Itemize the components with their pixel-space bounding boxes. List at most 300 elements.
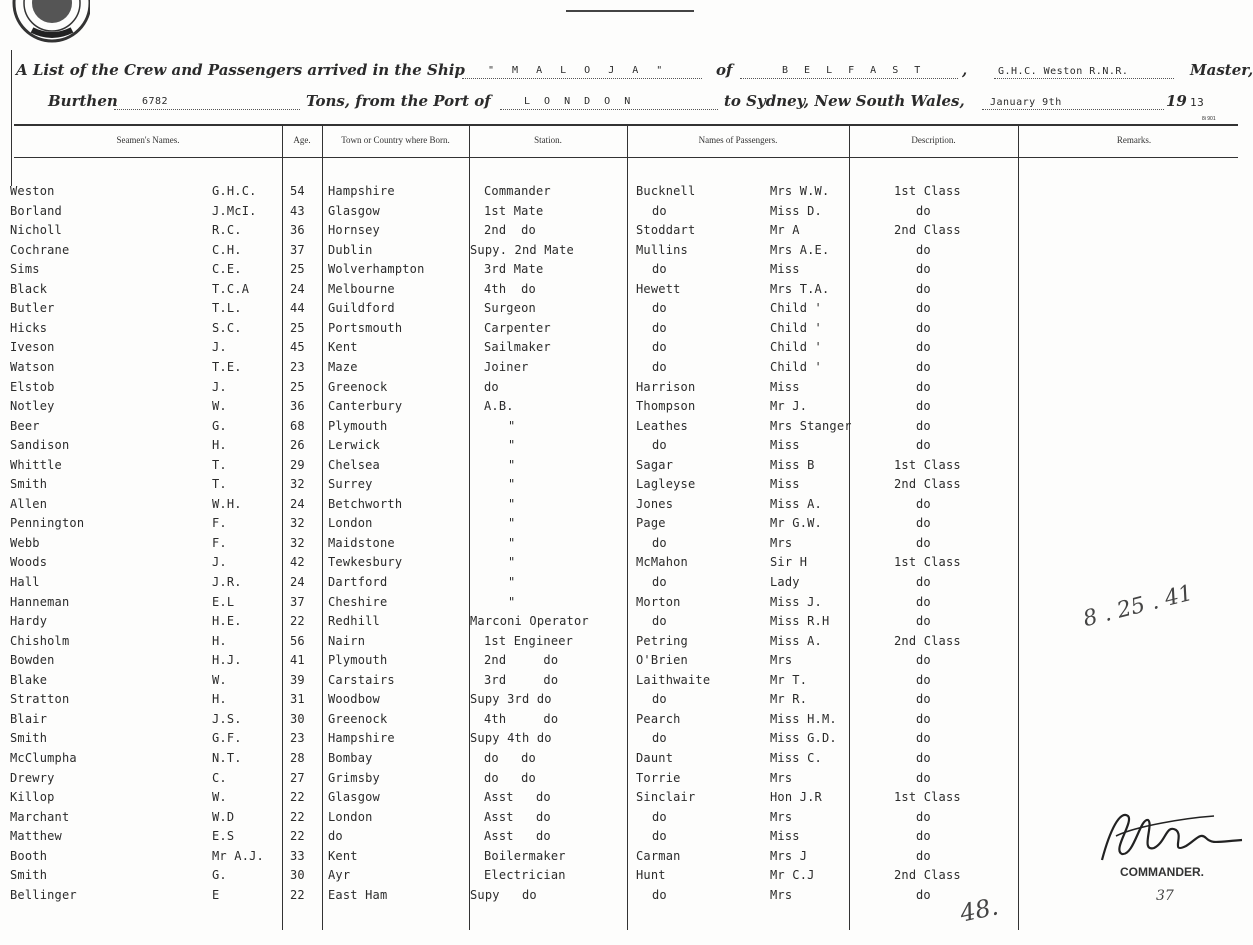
seaman-station: 2nd do (484, 653, 559, 668)
table-row (0, 301, 1253, 319)
date-fill-line (982, 109, 1164, 110)
seaman-initials: T. (212, 477, 227, 492)
seaman-age: 30 (290, 868, 305, 883)
table-top-rule (14, 124, 1238, 126)
passenger-surname: Sinclair (636, 790, 696, 805)
seaman-surname: Stratton (10, 692, 70, 707)
master-name: G.H.C. Weston R.N.R. (998, 66, 1129, 77)
seaman-station: Asst do (484, 829, 551, 844)
seaman-initials: T.E. (212, 359, 242, 374)
seaman-initials: J. (212, 379, 227, 394)
passenger-class: do (916, 653, 931, 668)
passenger-name: Child ' (770, 320, 822, 335)
passenger-name: Child ' (770, 359, 822, 374)
table-row (0, 536, 1253, 554)
passenger-surname: Bucknell (636, 184, 696, 198)
seaman-birthplace: do (328, 829, 343, 844)
to-label: to Sydney, New South Wales, (724, 92, 965, 110)
seaman-initials: W. (212, 399, 227, 414)
passenger-name: Miss J. (770, 594, 822, 609)
col-header-seamen: Seamen's Names. (116, 135, 180, 145)
top-rule (566, 10, 694, 12)
passenger-class: 2nd Class (894, 477, 961, 492)
passenger-name: Sir H (770, 555, 808, 570)
seaman-surname: Sims (10, 262, 40, 277)
seaman-surname: Cochrane (10, 242, 70, 257)
seaman-initials: G. (212, 418, 227, 433)
seaman-initials: G. (212, 868, 227, 883)
seaman-birthplace: Tewkesbury (328, 555, 403, 570)
table-row (0, 712, 1253, 730)
seaman-birthplace: Plymouth (328, 653, 388, 668)
passenger-class: do (916, 203, 931, 218)
passenger-surname: Daunt (636, 750, 674, 765)
passenger-surname: Petring (636, 633, 688, 648)
passenger-surname: Harrison (636, 379, 696, 394)
seaman-age: 22 (290, 809, 305, 824)
seaman-surname: Hicks (10, 320, 48, 335)
seaman-initials: G.H.C. (212, 184, 257, 198)
seaman-station: Supy 3rd do (470, 692, 552, 707)
passenger-class: do (916, 496, 931, 511)
seaman-age: 36 (290, 399, 305, 414)
seaman-birthplace: Glasgow (328, 203, 380, 218)
seaman-birthplace: Wolverhampton (328, 262, 425, 277)
passenger-surname: do (652, 438, 667, 453)
seaman-station: do (484, 379, 499, 394)
seaman-age: 28 (290, 750, 305, 765)
passenger-name: Miss B (770, 457, 815, 472)
passenger-class: do (916, 262, 931, 277)
seaman-station: Commander (484, 184, 551, 198)
seaman-birthplace: East Ham (328, 887, 388, 902)
table-row (0, 321, 1253, 339)
seaman-initials: H.J. (212, 653, 242, 668)
of-label: of (716, 61, 733, 79)
table-row (0, 399, 1253, 417)
seaman-age: 29 (290, 457, 305, 472)
passenger-name: Miss (770, 379, 800, 394)
seaman-birthplace: Plymouth (328, 418, 388, 433)
port-of-registry: B E L F A S T (782, 65, 926, 76)
seaman-initials: J.McI. (212, 203, 257, 218)
seaman-age: 37 (290, 594, 305, 609)
seaman-age: 39 (290, 672, 305, 687)
seaman-age: 24 (290, 496, 305, 511)
passenger-surname: do (652, 614, 667, 629)
seaman-initials: C.E. (212, 262, 242, 277)
passenger-surname: Carman (636, 848, 681, 863)
seaman-initials: T.C.A (212, 281, 250, 296)
seaman-surname: Blake (10, 672, 48, 687)
seaman-surname: Sandison (10, 438, 70, 453)
seaman-initials: J.R. (212, 575, 242, 589)
passenger-class: 1st Class (894, 790, 961, 805)
col-header-born: Town or Country where Born. (341, 135, 450, 145)
table-row (0, 282, 1253, 300)
seaman-age: 22 (290, 887, 305, 902)
seaman-age: 24 (290, 575, 305, 589)
seaman-initials: R.C. (212, 223, 242, 238)
seaman-station: Asst do (484, 809, 551, 824)
seaman-initials: W. (212, 672, 227, 687)
seaman-birthplace: London (328, 809, 373, 824)
seaman-initials: E (212, 887, 220, 902)
seaman-initials: W.D (212, 809, 235, 824)
left-edge-line (11, 50, 12, 186)
passenger-name: Mrs (770, 770, 793, 785)
seaman-surname: Watson (10, 359, 55, 374)
seaman-birthplace: Melbourne (328, 281, 395, 296)
passenger-surname: do (652, 809, 667, 824)
table-row (0, 868, 1253, 886)
passenger-name: Miss R.H (770, 614, 830, 629)
seaman-initials: Mr A.J. (212, 848, 264, 863)
passenger-surname: Morton (636, 594, 681, 609)
passenger-name: Mr R. (770, 692, 808, 707)
seaman-birthplace: Dartford (328, 575, 388, 589)
seaman-initials: F. (212, 516, 227, 531)
seaman-birthplace: Maidstone (328, 535, 395, 550)
passenger-surname: Hewett (636, 281, 681, 296)
seaman-birthplace: Guildford (328, 301, 395, 316)
col-header-age: Age. (293, 135, 311, 145)
seaman-age: 24 (290, 281, 305, 296)
passenger-class: do (916, 829, 931, 844)
passenger-class: 2nd Class (894, 633, 961, 648)
tons-fill-line (114, 109, 300, 110)
seaman-station: Supy do (470, 887, 537, 902)
ship-name: " M A L O J A " (488, 65, 669, 76)
passenger-class: 1st Class (894, 457, 961, 472)
seaman-age: 27 (290, 770, 305, 785)
passenger-name: Mr T. (770, 672, 808, 687)
table-row (0, 849, 1253, 867)
passenger-surname: do (652, 320, 667, 335)
seaman-surname: Smith (10, 868, 48, 883)
passenger-surname: do (652, 575, 667, 589)
passenger-name: Mrs T.A. (770, 281, 830, 296)
seaman-initials: H. (212, 692, 227, 707)
seaman-surname: Hardy (10, 614, 48, 629)
seaman-age: 22 (290, 614, 305, 629)
seaman-surname: Black (10, 281, 48, 296)
passenger-surname: do (652, 829, 667, 844)
seaman-surname: Notley (10, 399, 55, 414)
table-row (0, 653, 1253, 671)
seaman-surname: Hanneman (10, 594, 70, 609)
passenger-name: Miss C. (770, 750, 822, 765)
seaman-age: 25 (290, 262, 305, 277)
seaman-initials: C.H. (212, 242, 242, 257)
seaman-surname: Webb (10, 535, 40, 550)
seaman-birthplace: Canterbury (328, 399, 403, 414)
seaman-birthplace: Ayr (328, 868, 351, 883)
table-row (0, 204, 1253, 222)
passenger-name: Miss G.D. (770, 731, 837, 746)
seaman-age: 56 (290, 633, 305, 648)
passenger-class: do (916, 340, 931, 355)
seaman-station: 4th do (484, 711, 559, 726)
seaman-surname: Borland (10, 203, 62, 218)
seaman-station: Sailmaker (484, 340, 551, 355)
seaman-age: 43 (290, 203, 305, 218)
seaman-surname: Woods (10, 555, 48, 570)
passenger-class: do (916, 281, 931, 296)
ship-fill-line (462, 78, 702, 79)
seaman-age: 25 (290, 320, 305, 335)
table-row (0, 360, 1253, 378)
seaman-station: " (508, 555, 516, 570)
seaman-station: " (508, 477, 516, 492)
seaman-surname: Nicholl (10, 223, 62, 238)
table-row (0, 380, 1253, 398)
seaman-station: " (508, 575, 516, 589)
seaman-initials: W. (212, 790, 227, 805)
table-row (0, 614, 1253, 632)
table-row (0, 810, 1253, 828)
seaman-station: " (508, 457, 516, 472)
table-row (0, 419, 1253, 437)
passenger-class: do (916, 438, 931, 453)
passenger-surname: do (652, 731, 667, 746)
col-header-station: Station. (534, 135, 562, 145)
seaman-surname: Beer (10, 418, 40, 433)
passenger-surname: do (652, 203, 667, 218)
seaman-surname: McClumpha (10, 750, 77, 765)
passenger-class: do (916, 770, 931, 785)
passenger-class: do (916, 848, 931, 863)
seaman-station: " (508, 594, 516, 609)
seaman-initials: N.T. (212, 750, 242, 765)
seaman-initials: E.L (212, 594, 235, 609)
passenger-name: Miss A. (770, 633, 822, 648)
seaman-birthplace: Dublin (328, 242, 373, 257)
seaman-station: Surgeon (484, 301, 536, 316)
seaman-birthplace: Glasgow (328, 790, 380, 805)
seaman-age: 68 (290, 418, 305, 433)
seaman-age: 42 (290, 555, 305, 570)
passenger-name: Miss (770, 262, 800, 277)
table-row (0, 438, 1253, 456)
seaman-birthplace: London (328, 516, 373, 531)
seaman-birthplace: Cheshire (328, 594, 388, 609)
seaman-station: Boilermaker (484, 848, 566, 863)
passenger-surname: do (652, 535, 667, 550)
seaman-surname: Drewry (10, 770, 55, 785)
seaman-age: 45 (290, 340, 305, 355)
passenger-class: do (916, 672, 931, 687)
col-header-passengers: Names of Passengers. (698, 135, 778, 145)
passenger-name: Miss H.M. (770, 711, 837, 726)
passenger-surname: do (652, 692, 667, 707)
seaman-surname: Smith (10, 731, 48, 746)
seaman-age: 22 (290, 829, 305, 844)
seaman-station: Supy. 2nd Mate (470, 242, 574, 257)
seaman-initials: G.F. (212, 731, 242, 746)
passenger-surname: do (652, 301, 667, 316)
passenger-class: do (916, 399, 931, 414)
passenger-class: do (916, 594, 931, 609)
passenger-class: 2nd Class (894, 223, 961, 238)
table-row (0, 223, 1253, 241)
passenger-name: Mrs A.E. (770, 242, 830, 257)
passenger-class: do (916, 731, 931, 746)
passenger-name: Mr J. (770, 399, 808, 414)
passenger-class: do (916, 320, 931, 335)
seaman-surname: Booth (10, 848, 48, 863)
from-port: L O N D O N (524, 96, 635, 107)
form-number: 8i 901 (1202, 116, 1216, 122)
passenger-surname: do (652, 340, 667, 355)
passenger-class: 1st Class (894, 184, 961, 198)
table-header-rule (14, 157, 1238, 158)
passenger-class: do (916, 887, 931, 902)
seaman-initials: W.H. (212, 496, 242, 511)
passenger-class: 1st Class (894, 555, 961, 570)
seaman-initials: F. (212, 535, 227, 550)
seaman-station: " (508, 535, 516, 550)
passenger-name: Miss (770, 477, 800, 492)
seaman-initials: S.C. (212, 320, 242, 335)
table-row (0, 458, 1253, 476)
seaman-age: 36 (290, 223, 305, 238)
seaman-age: 32 (290, 535, 305, 550)
passenger-name: Miss (770, 829, 800, 844)
table-row (0, 516, 1253, 534)
table-row (0, 829, 1253, 847)
seaman-birthplace: Chelsea (328, 457, 380, 472)
seaman-station: Marconi Operator (470, 614, 589, 629)
passenger-surname: Laithwaite (636, 672, 711, 687)
seaman-age: 26 (290, 438, 305, 453)
seaman-initials: C. (212, 770, 227, 785)
table-row (0, 751, 1253, 769)
seaman-birthplace: Redhill (328, 614, 380, 629)
seaman-surname: Hall (10, 575, 40, 589)
seaman-age: 23 (290, 731, 305, 746)
passenger-surname: Leathes (636, 418, 688, 433)
tons-label: Tons, from the Port of (306, 92, 491, 110)
col-header-remarks: Remarks. (1116, 135, 1152, 145)
seaman-surname: Blair (10, 711, 48, 726)
passenger-name: Mrs J (770, 848, 808, 863)
seaman-station: " (508, 418, 516, 433)
seaman-birthplace: Greenock (328, 711, 388, 726)
passenger-class: do (916, 535, 931, 550)
table-row (0, 497, 1253, 515)
seaman-birthplace: Kent (328, 848, 358, 863)
comma-mark: , (962, 61, 968, 79)
passenger-class: do (916, 575, 931, 589)
passenger-class: do (916, 692, 931, 707)
seaman-initials: T.L. (212, 301, 242, 316)
table-row (0, 555, 1253, 573)
table-row (0, 262, 1253, 280)
seaman-age: 30 (290, 711, 305, 726)
table-row (0, 771, 1253, 789)
passenger-name: Mrs W.W. (770, 184, 830, 198)
passenger-surname: Page (636, 516, 666, 531)
seaman-station: do do (484, 750, 536, 765)
passenger-class: do (916, 750, 931, 765)
seaman-initials: T. (212, 457, 227, 472)
seaman-birthplace: Lerwick (328, 438, 380, 453)
passenger-class: do (916, 418, 931, 433)
seaman-station: 1st Mate (484, 203, 544, 218)
seaman-age: 37 (290, 242, 305, 257)
seaman-age: 54 (290, 184, 305, 198)
passenger-name: Mrs (770, 887, 793, 902)
passenger-class: do (916, 614, 931, 629)
passenger-surname: Thompson (636, 399, 696, 414)
table-row (0, 595, 1253, 613)
passenger-class: do (916, 359, 931, 374)
seaman-station: Asst do (484, 790, 551, 805)
passenger-surname: Torrie (636, 770, 681, 785)
seaman-birthplace: Nairn (328, 633, 366, 648)
passenger-surname: Sagar (636, 457, 674, 472)
passenger-class: do (916, 516, 931, 531)
seaman-birthplace: Portsmouth (328, 320, 403, 335)
seaman-station: Electrician (484, 868, 566, 883)
seaman-birthplace: Hampshire (328, 184, 395, 198)
seaman-initials: H. (212, 438, 227, 453)
table-row (0, 575, 1253, 593)
seaman-surname: Elstob (10, 379, 55, 394)
passenger-surname: do (652, 262, 667, 277)
seaman-station: " (508, 496, 516, 511)
seaman-surname: Marchant (10, 809, 70, 824)
commander-signature (1096, 802, 1246, 866)
tons-value: 6782 (142, 96, 169, 107)
seaman-age: 31 (290, 692, 305, 707)
seaman-initials: J. (212, 340, 227, 355)
passenger-surname: Pearch (636, 711, 681, 726)
passenger-name: Miss D. (770, 203, 822, 218)
passenger-name: Mr G.W. (770, 516, 822, 531)
seaman-initials: J. (212, 555, 227, 570)
table-row (0, 731, 1253, 749)
passenger-class: do (916, 242, 931, 257)
seaman-station: do do (484, 770, 536, 785)
seaman-age: 25 (290, 379, 305, 394)
table-row (0, 184, 1253, 202)
seaman-station: 1st Engineer (484, 633, 574, 648)
table-row (0, 888, 1253, 906)
seaman-station: " (508, 516, 516, 531)
seaman-age: 32 (290, 477, 305, 492)
seaman-surname: Whittle (10, 457, 62, 472)
seaman-age: 23 (290, 359, 305, 374)
table-row (0, 692, 1253, 710)
passenger-class: 2nd Class (894, 868, 961, 883)
passenger-surname: do (652, 887, 667, 902)
passenger-surname: Hunt (636, 868, 666, 883)
official-seal-icon (10, 0, 90, 48)
page-number-handwritten: 37 (1156, 888, 1174, 904)
table-row (0, 673, 1253, 691)
seaman-station: Carpenter (484, 320, 551, 335)
seaman-birthplace: Carstairs (328, 672, 395, 687)
seaman-initials: H. (212, 633, 227, 648)
passenger-surname: Mullins (636, 242, 688, 257)
passenger-name: Mrs (770, 535, 793, 550)
seaman-station: " (508, 438, 516, 453)
seaman-birthplace: Hornsey (328, 223, 380, 238)
seaman-surname: Iveson (10, 340, 55, 355)
seaman-birthplace: Bombay (328, 750, 373, 765)
